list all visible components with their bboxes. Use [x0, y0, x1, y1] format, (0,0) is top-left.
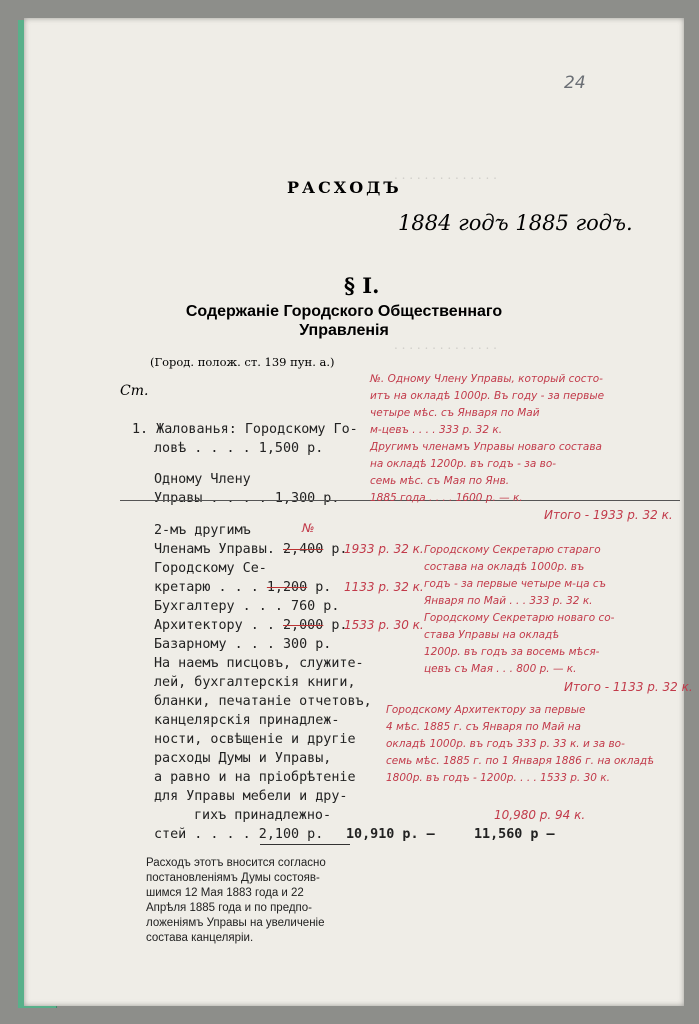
section-number: § I. — [344, 273, 380, 298]
total-1885: 11,560 р — — [474, 827, 555, 842]
page-number-pencil: 24 — [564, 73, 586, 93]
handwritten-note: итъ на окладѣ 1000р. Въ году - за первые — [370, 390, 605, 402]
handwritten-note: Городскому Архитектору за первые — [386, 704, 586, 716]
line-item: лей, бухгалтерскія книги, — [154, 675, 356, 690]
handwritten-note: четыре мѣс. съ Января по Май — [370, 407, 540, 419]
bleed-through: . . . . . . . . . . . . . . — [394, 168, 497, 182]
line-item: Городскому Се- — [154, 561, 267, 576]
article-label: Ст. — [120, 383, 149, 399]
handwritten-subtotal: Итого - 1933 р. 32 к. — [544, 508, 673, 522]
line-item: бланки, печатаніе отчетовъ, — [154, 694, 372, 709]
handwritten-amount: 1533 р. 30 к. — [344, 618, 424, 632]
handwritten-amount: 1133 р. 32 к. — [344, 580, 424, 594]
struck-amount: 1,200 — [266, 580, 308, 595]
note-line: шимся 12 Мая 1883 года и 22 — [146, 887, 304, 899]
handwritten-note: м-цевъ . . . . 333 р. 32 к. — [370, 424, 503, 436]
currency: р. — [331, 542, 348, 557]
line-item: 1. Жалованья: Городскому Го- — [132, 422, 358, 437]
line-item: Базарному . . . 300 р. — [154, 637, 332, 652]
currency: р. — [315, 580, 332, 595]
handwritten-note: цевъ съ Мая . . . 800 р. — к. — [424, 663, 577, 675]
document-page — [24, 18, 693, 1006]
line-item: 2-мъ другимъ — [154, 523, 251, 538]
note-line: постановленіямъ Думы состояв- — [146, 872, 320, 884]
line-item: для Управы мебели и дру- — [154, 789, 348, 804]
note-line: Расходъ этотъ вносится согласно — [146, 857, 326, 869]
handwritten-note: 4 мѣс. 1885 г. съ Января по Май на — [386, 721, 581, 733]
line-item-label: Членамъ Управы. — [154, 542, 275, 557]
line-item: гихъ принадлежно- — [194, 808, 332, 823]
handwritten-subtotal: Итого - 1133 р. 32 к. — [564, 680, 693, 694]
handwritten-note: годъ - за первые четыре м-ца съ — [424, 578, 607, 590]
note-line: ложеніямъ Управы на увеличеніе — [146, 917, 325, 929]
subtotal-rule — [260, 844, 350, 845]
line-item-label: кретарю . . . — [154, 580, 259, 595]
line-item — [154, 540, 348, 559]
note-line: состава канцеляріи. — [146, 932, 254, 944]
line-item — [154, 578, 331, 597]
section-title-line1: Содержаніе Городского Общественнаго — [185, 303, 503, 320]
line-item: стей . . . . 2,100 р. — [154, 827, 324, 842]
handwritten-mark: № — [302, 521, 315, 535]
handwritten-note: Городскому Секретарю новаго со- — [424, 612, 615, 624]
line-item: Управы . . . . 1,300 р. — [154, 491, 340, 506]
bleed-through: . . . . . . . . . . . . . . — [394, 338, 497, 352]
total-1884: 10,910 р. — — [346, 827, 435, 842]
handwritten-note: Другимъ членамъ Управы новаго состава — [370, 441, 602, 453]
page-title: РАСХОДЪ — [287, 178, 402, 197]
handwritten-note: №. Одному Члену Управы, который состо- — [370, 373, 603, 385]
handwritten-note: на окладѣ 1200р. въ годъ - за во- — [370, 458, 557, 470]
handwritten-note: Января по Май . . . 333 р. 32 к. — [424, 595, 593, 607]
handwritten-total: 10,980 р. 94 к. — [494, 808, 586, 822]
handwritten-note: 1885 года . . . . 1600 р. — к. — [370, 492, 523, 504]
legal-reference: (Город. полож. ст. 139 пун. а.) — [150, 355, 335, 369]
line-item: Одному Члену — [154, 472, 251, 487]
line-item: ности, освѣщеніе и другіе — [154, 732, 356, 747]
handwritten-note: 1800р. въ годъ - 1200р. . . . 1533 р. 30 к. — [386, 772, 610, 784]
handwritten-amount: 1933 р. 32 к. — [344, 542, 424, 556]
line-item — [154, 616, 348, 635]
handwritten-note: семь мѣс. съ Мая по Янв. — [370, 475, 510, 487]
handwritten-note: окладѣ 1000р. въ годъ 333 р. 33 к. и за во- — [386, 738, 625, 750]
handwritten-note: состава на окладѣ 1000р. въ — [424, 561, 585, 573]
line-item-label: Архитектору . . — [154, 618, 275, 633]
struck-amount: 2,400 — [283, 542, 324, 557]
handwritten-note: семь мѣс. 1885 г. по 1 Января 1886 г. на окладѣ — [386, 755, 655, 767]
line-item: а равно и на пріобрѣтеніе — [154, 770, 356, 785]
handwritten-note: става Управы на окладѣ — [424, 629, 560, 641]
line-item: расходы Думы и Управы, — [154, 751, 332, 766]
note-line: Апрѣля 1885 года и по предпо- — [146, 902, 313, 914]
handwritten-note: 1200р. въ годъ за восемь мѣся- — [424, 646, 600, 658]
line-item: На наемъ писцовъ, служите- — [154, 656, 364, 671]
line-item: канцелярскія принадлеж- — [154, 713, 340, 728]
struck-amount: 2,000 — [283, 618, 324, 633]
currency: р. — [331, 618, 348, 633]
line-item: Бухгалтеру . . . 760 р. — [154, 599, 340, 614]
handwritten-note: Городскому Секретарю стараго — [424, 544, 601, 556]
line-item: ловѣ . . . . 1,500 р. — [154, 441, 324, 456]
year-headings: 1884 годъ 1885 годъ. — [398, 211, 633, 235]
section-title-line2: Управленія — [299, 322, 389, 339]
